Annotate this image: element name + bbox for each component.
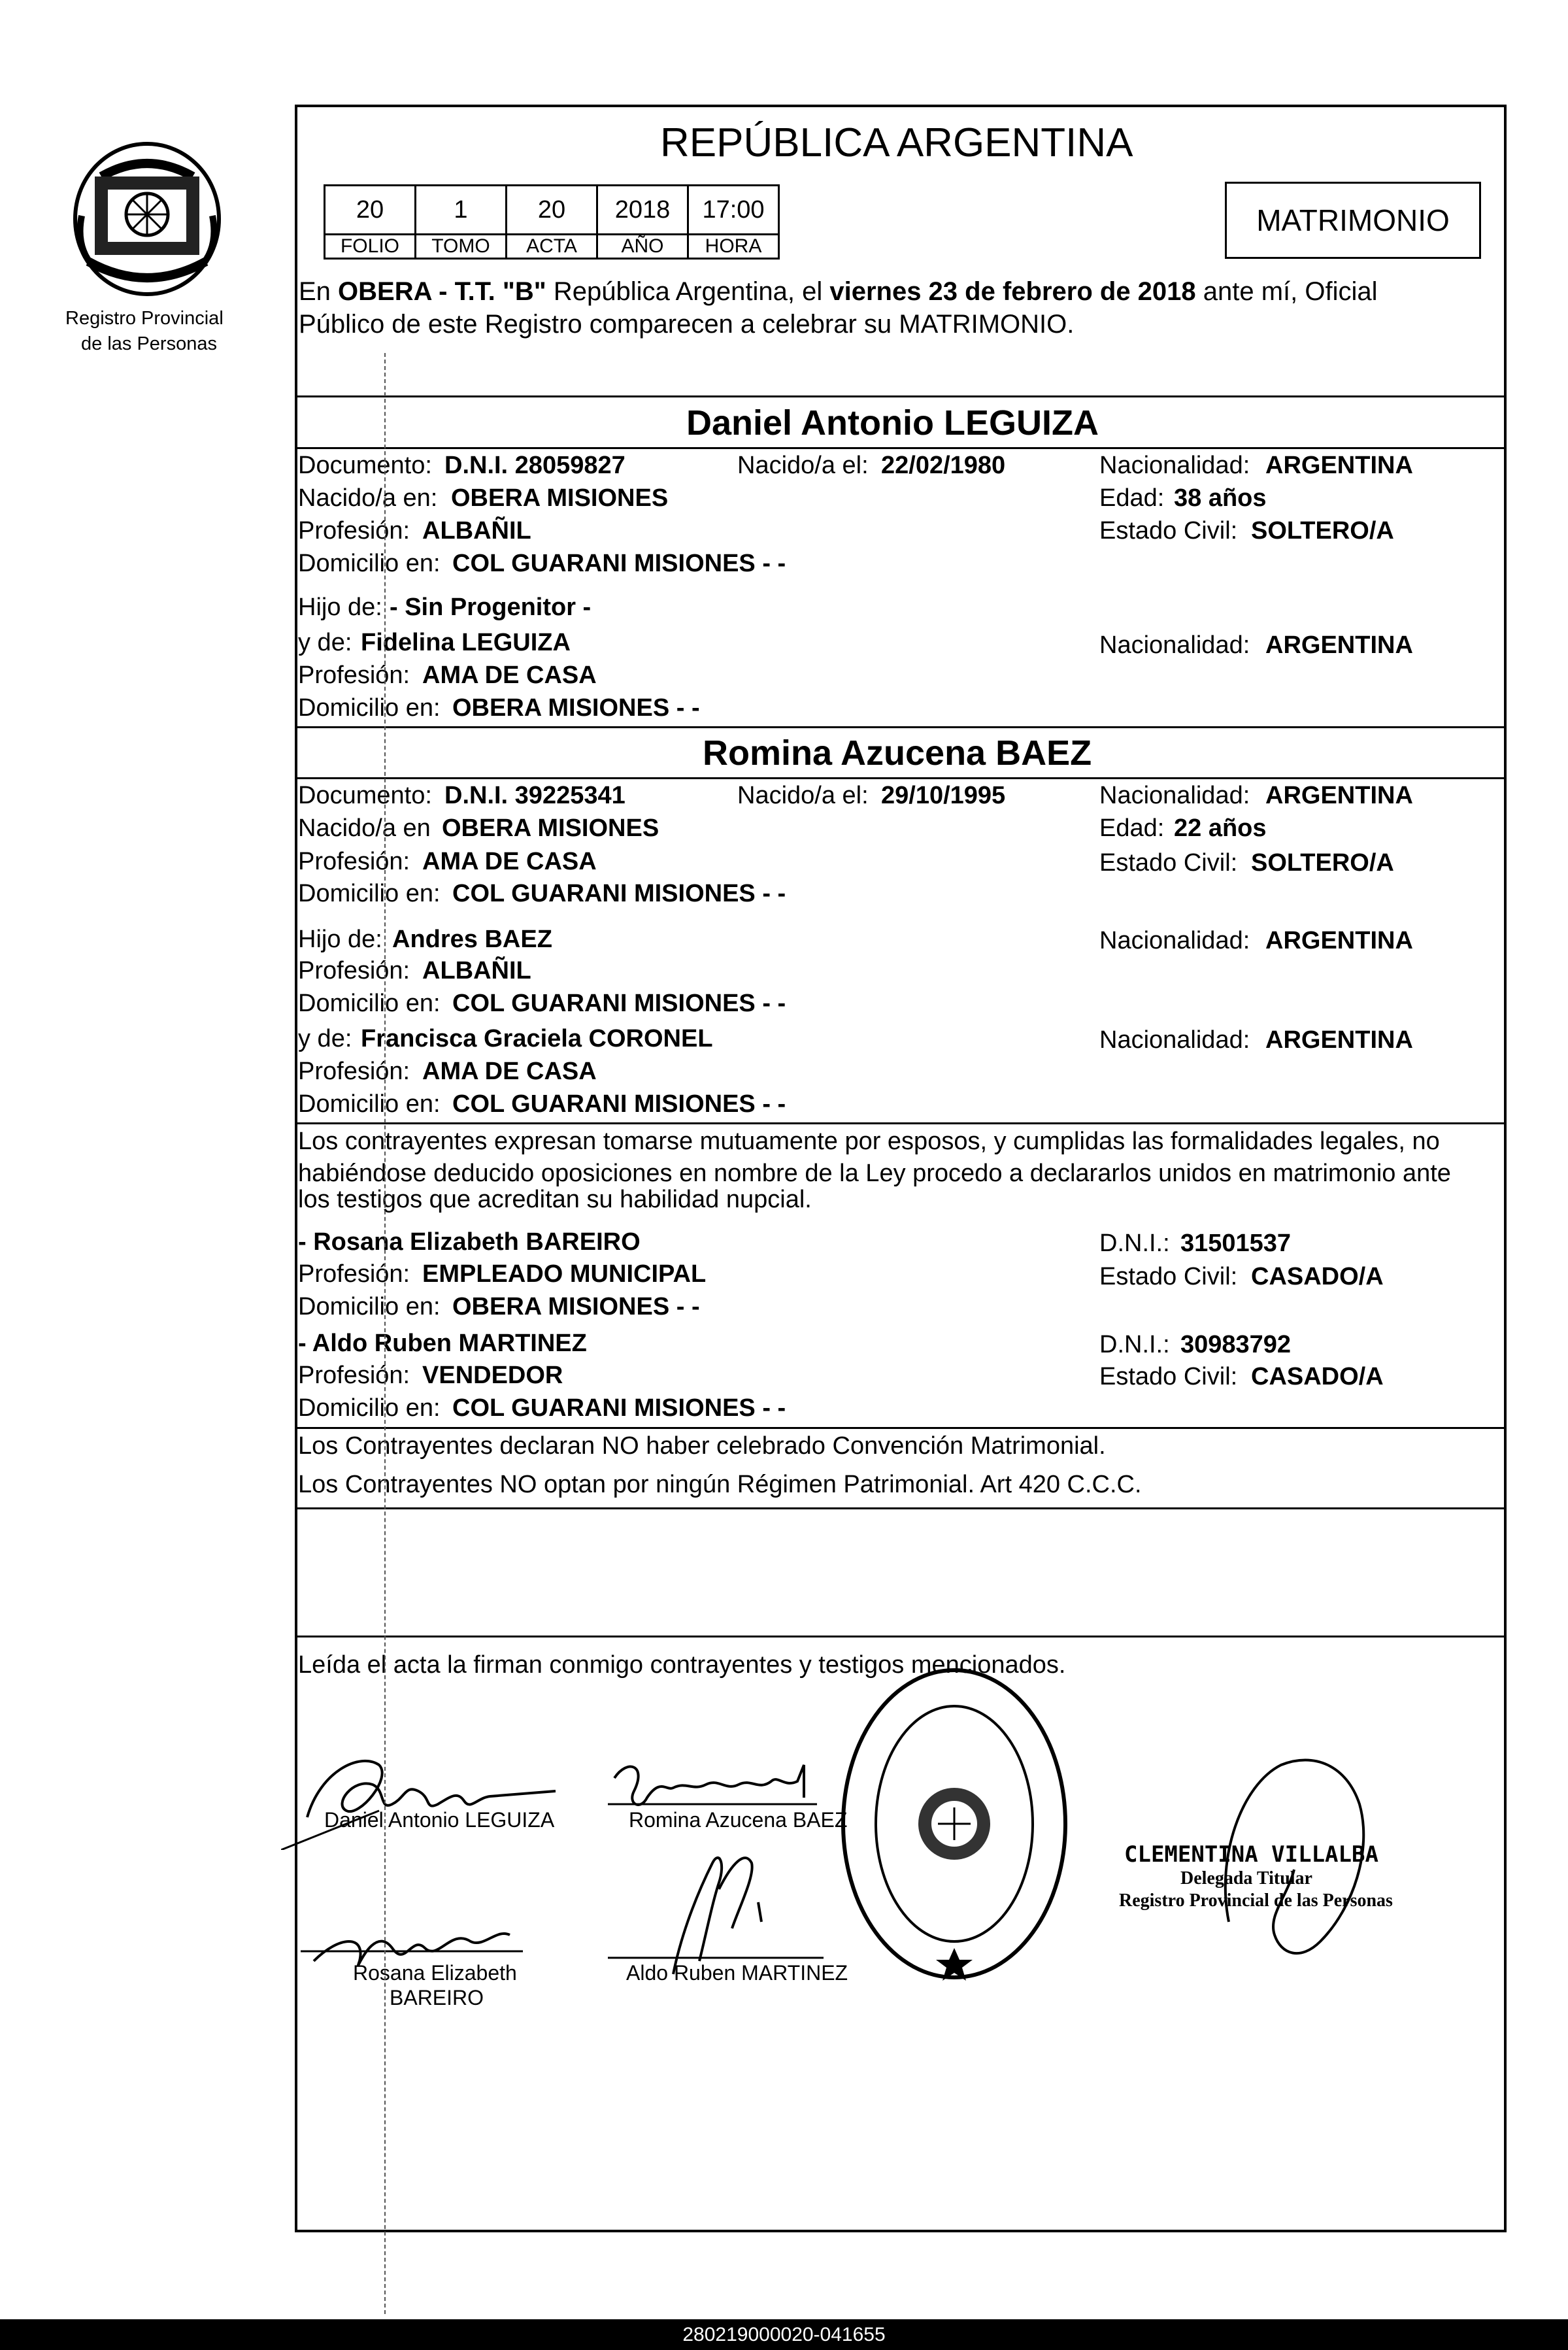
groom-prof: ALBAÑIL [422, 517, 531, 545]
groom-dom: COL GUARANI MISIONES - - [452, 550, 786, 577]
bride-born-date-label: Nacido/a el: [737, 782, 869, 809]
convention-2a: Los Contrayentes [298, 1471, 500, 1498]
convention-1c: haber celebrado Convención Matrimonial. [639, 1432, 1106, 1460]
bride-father: Andres BAEZ [392, 926, 552, 953]
groom-mother-nat-label: Nacionalidad: [1099, 631, 1250, 659]
bride-nat: ARGENTINA [1265, 782, 1413, 809]
bride-mother-prof: AMA DE CASA [422, 1058, 597, 1085]
bride-father-prof-label: Profesión: [298, 957, 410, 984]
intro-text-1: En [299, 277, 339, 306]
witness-1-prof: EMPLEADO MUNICIPAL [422, 1260, 707, 1288]
official-role: Delegada Titular [1180, 1868, 1312, 1888]
divider [295, 777, 1507, 779]
bride-father-label: Hijo de: [298, 926, 382, 953]
bride-father-nat: ARGENTINA [1265, 927, 1413, 954]
year-label: AÑO [597, 235, 688, 259]
witness-2-signature-label: Aldo Ruben MARTINEZ [626, 1961, 848, 1985]
groom-mother: Fidelina LEGUIZA [361, 629, 571, 656]
groom-dom-label: Domicilio en: [298, 550, 441, 577]
logo-line-1: Registro Provincial [65, 308, 224, 329]
bride-prof-label: Profesión: [298, 848, 410, 875]
hour-value: 17:00 [688, 186, 779, 235]
convention-2b: NO [499, 1471, 537, 1498]
groom-name: Daniel Antonio LEGUIZA [686, 403, 1099, 443]
year-value: 2018 [597, 186, 688, 235]
bride-doc-label: Documento: [298, 782, 432, 809]
groom-born-in: OBERA MISIONES [451, 484, 669, 512]
groom-doc-label: Documento: [298, 452, 432, 479]
bride-mother-label: y de: [298, 1025, 352, 1052]
groom-born-date-label: Nacido/a el: [737, 452, 869, 479]
witness-1-prof-label: Profesión: [298, 1260, 410, 1288]
intro-line-2: Público de este Registro comparecen a celebrar su MATRIMONIO. [299, 310, 1075, 339]
witness-2-prof-label: Profesión: [298, 1362, 410, 1389]
registry-table [324, 184, 780, 260]
tomo-value: 1 [416, 186, 507, 235]
convention-1a: Los Contrayentes declaran [298, 1432, 602, 1460]
groom-father-label: Hijo de: [298, 594, 382, 621]
groom-age: 38 años [1174, 484, 1267, 512]
witness-1-civil-label: Estado Civil: [1099, 1263, 1238, 1290]
bride-nat-label: Nacionalidad: [1099, 782, 1250, 809]
bride-born-date: 29/10/1995 [881, 782, 1006, 809]
divider [295, 1636, 1507, 1637]
witness-1-dni: 31501537 [1180, 1230, 1292, 1257]
witness-2-prof: VENDEDOR [422, 1362, 563, 1389]
official-org: Registro Provincial de las Personas [1119, 1890, 1393, 1911]
footer-bar [0, 2319, 1568, 2350]
witness-2-civil: CASADO/A [1251, 1363, 1384, 1390]
intro-line-1 [299, 276, 1378, 307]
record-type-box [1225, 182, 1481, 259]
divider [295, 1427, 1507, 1429]
declaration-line-1: Los contrayentes expresan tomarse mutuamente por esposos, y cumplidas las formalidades legales, no [298, 1128, 1440, 1155]
witness-2-civil-label: Estado Civil: [1099, 1363, 1238, 1390]
bride-mother-nat: ARGENTINA [1265, 1026, 1413, 1054]
bride-mother-prof-label: Profesión: [298, 1058, 410, 1085]
witness-1-dni-label: D.N.I.: [1099, 1230, 1170, 1257]
page-title: REPÚBLICA ARGENTINA [660, 120, 1133, 165]
intro-text-2: República Argentina, el [546, 277, 830, 306]
official-name: CLEMENTINA VILLALBA [1124, 1841, 1378, 1868]
bride-dom: COL GUARANI MISIONES - - [452, 880, 786, 907]
bride-civil-label: Estado Civil: [1099, 849, 1238, 877]
witness-1-signature [301, 1896, 536, 2000]
bride-prof: AMA DE CASA [422, 848, 597, 875]
witness-1-dom-label: Domicilio en: [298, 1293, 441, 1320]
groom-nat: ARGENTINA [1265, 452, 1413, 479]
bride-doc: D.N.I. 39225341 [444, 782, 626, 809]
groom-mother-nat: ARGENTINA [1265, 631, 1413, 659]
divider [295, 447, 1507, 449]
bride-born-in-label: Nacido/a en [298, 814, 431, 842]
intro-date: viernes 23 de febrero de 2018 [829, 277, 1196, 306]
bride-age: 22 años [1174, 814, 1267, 842]
groom-mother-dom: OBERA MISIONES - - [452, 694, 700, 722]
folio-label: FOLIO [325, 235, 416, 259]
registry-logo [62, 137, 232, 301]
witness-1-dom: OBERA MISIONES - - [452, 1293, 700, 1320]
footer-code: 280219000020-041655 [682, 2324, 886, 2345]
bride-name: Romina Azucena BAEZ [703, 733, 1092, 773]
groom-mother-prof: AMA DE CASA [422, 662, 597, 689]
groom-civil: SOLTERO/A [1251, 517, 1394, 545]
groom-father: - Sin Progenitor - [390, 594, 592, 621]
fold-line [384, 353, 386, 2314]
delegation-stamp-icon [830, 1660, 1078, 1987]
groom-born-date: 22/02/1980 [881, 452, 1006, 479]
bride-mother-dom-label: Domicilio en: [298, 1090, 441, 1118]
divider [295, 395, 1507, 397]
convention-2c: optan por ningún Régimen Patrimonial. Art 420 C.C.C. [537, 1471, 1142, 1498]
convention-line-2 [298, 1472, 1142, 1497]
convention-line-1 [298, 1434, 1106, 1458]
divider [295, 1507, 1507, 1509]
bride-age-label: Edad: [1099, 814, 1165, 842]
closing-text: Leída el acta la firman conmigo contrayentes y testigos mencionados. [298, 1651, 1066, 1679]
bride-signature-label: Romina Azucena BAEZ [629, 1808, 848, 1832]
convention-1b: NO [601, 1432, 639, 1460]
bride-father-dom-label: Domicilio en: [298, 990, 441, 1017]
intro-place: OBERA - T.T. "B" [338, 277, 546, 306]
bride-father-dom: COL GUARANI MISIONES - - [452, 990, 786, 1017]
witness-2-dom-label: Domicilio en: [298, 1394, 441, 1422]
groom-nat-label: Nacionalidad: [1099, 452, 1250, 479]
bride-mother: Francisca Graciela CORONEL [361, 1025, 713, 1052]
divider [295, 1122, 1507, 1124]
bride-mother-dom: COL GUARANI MISIONES - - [452, 1090, 786, 1118]
groom-doc: D.N.I. 28059827 [444, 452, 626, 479]
bride-father-prof: ALBAÑIL [422, 957, 531, 984]
declaration-line-3: los testigos que acreditan su habilidad nupcial. [298, 1186, 812, 1213]
tomo-label: TOMO [416, 235, 507, 259]
witness-2-signature [608, 1824, 843, 1981]
groom-mother-prof-label: Profesión: [298, 662, 410, 689]
groom-mother-dom-label: Domicilio en: [298, 694, 441, 722]
groom-mother-label: y de: [298, 629, 352, 656]
witness-2-dom: COL GUARANI MISIONES - - [452, 1394, 786, 1422]
divider [295, 726, 1507, 728]
bride-dom-label: Domicilio en: [298, 880, 441, 907]
groom-prof-label: Profesión: [298, 517, 410, 545]
acta-label: ACTA [507, 235, 597, 259]
witness-1-name: - Rosana Elizabeth BAREIRO [298, 1228, 641, 1256]
witness-2-name: - Aldo Ruben MARTINEZ [298, 1330, 587, 1357]
intro-text-3: ante mí, Oficial [1195, 277, 1378, 306]
witness-1-civil: CASADO/A [1251, 1263, 1384, 1290]
bride-born-in: OBERA MISIONES [442, 814, 659, 842]
groom-age-label: Edad: [1099, 484, 1165, 512]
folio-value: 20 [325, 186, 416, 235]
acta-value: 20 [507, 186, 597, 235]
witness-2-dni-label: D.N.I.: [1099, 1331, 1170, 1358]
provincial-seal-icon [62, 137, 232, 301]
witness-1-signature-label-b: BAREIRO [390, 1986, 484, 2009]
groom-civil-label: Estado Civil: [1099, 517, 1238, 545]
witness-1-signature-label-a: Rosana Elizabeth [353, 1961, 517, 1985]
declaration-line-2: habiéndose deducido oposiciones en nombre de la Ley procedo a declararlos unidos en matrimonio ante [298, 1160, 1451, 1187]
logo-line-2: de las Personas [81, 333, 217, 354]
hour-label: HORA [688, 235, 779, 259]
groom-signature-label: Daniel Antonio LEGUIZA [324, 1808, 555, 1832]
groom-born-in-label: Nacido/a en: [298, 484, 438, 512]
record-type: MATRIMONIO [1256, 203, 1450, 237]
bride-mother-nat-label: Nacionalidad: [1099, 1026, 1250, 1054]
bride-civil: SOLTERO/A [1251, 849, 1394, 877]
witness-2-dni: 30983792 [1180, 1331, 1292, 1358]
bride-father-nat-label: Nacionalidad: [1099, 927, 1250, 954]
